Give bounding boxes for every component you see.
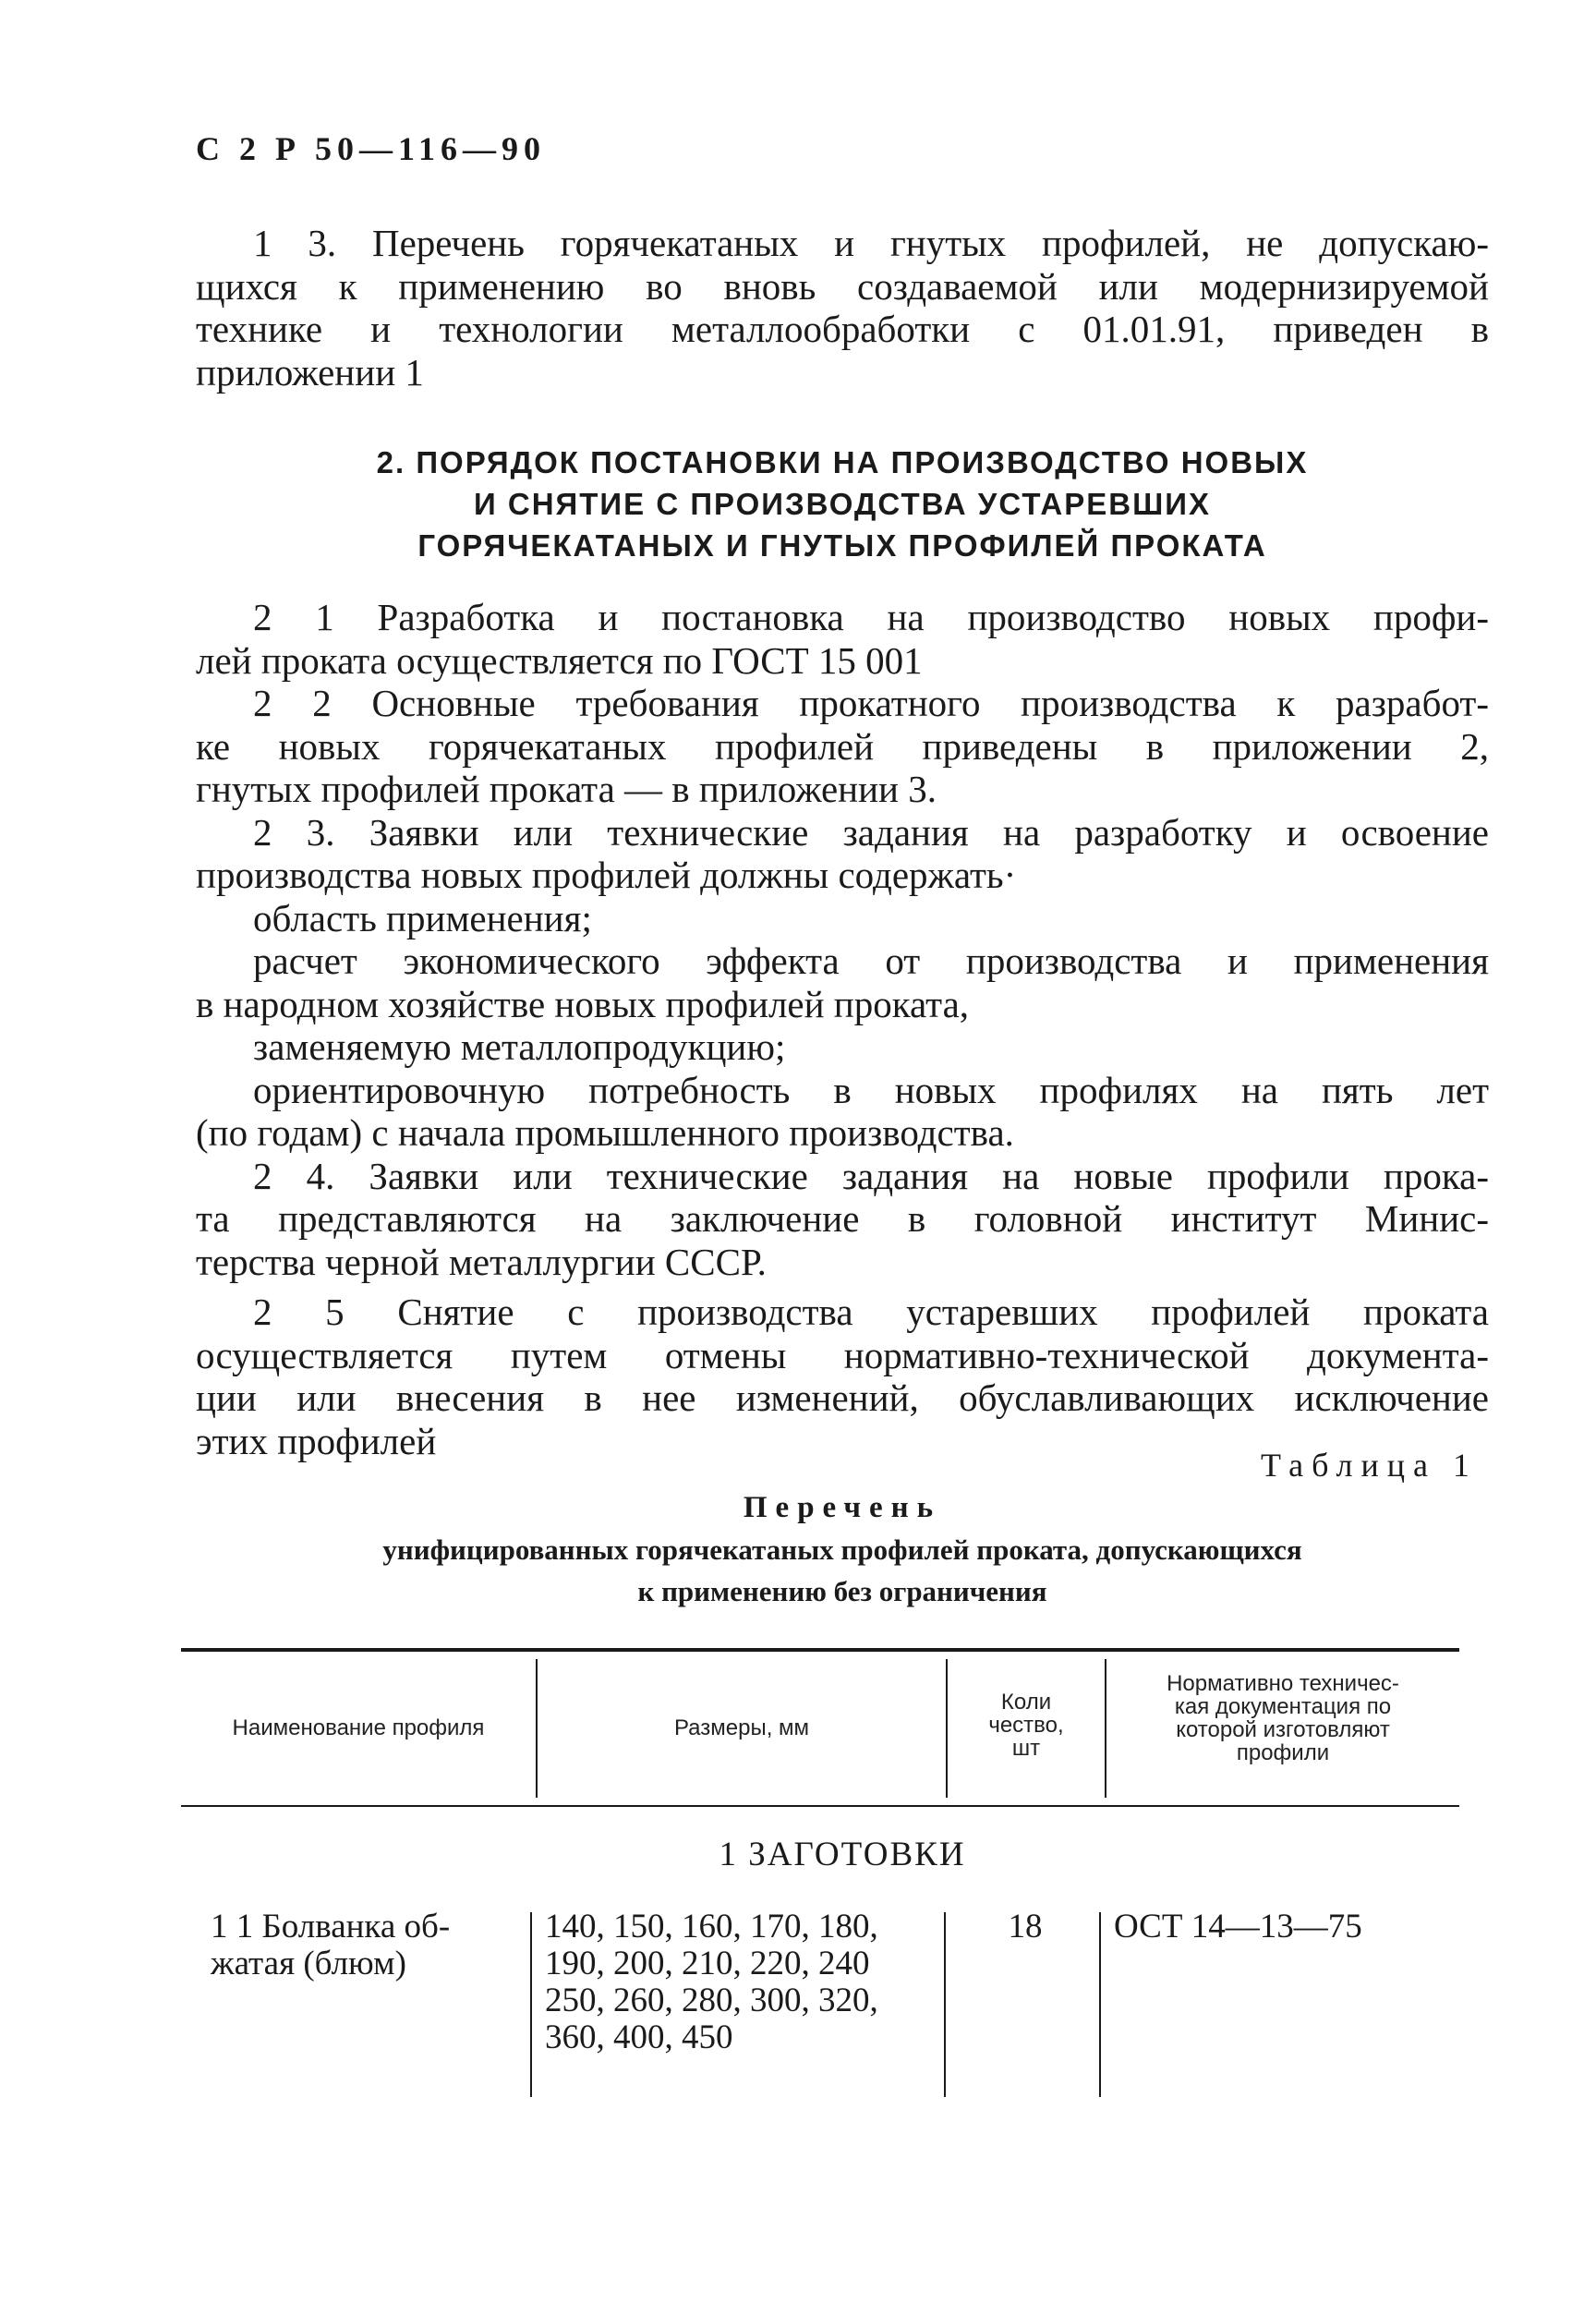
text-line: 2 3. Заявки или технические задания на разработку и освоение xyxy=(253,810,1489,854)
text-line: 2 5 Снятие с производства устаревших профилей проката xyxy=(253,1291,1489,1333)
document-code: С 2 Р 50—116—90 xyxy=(196,130,547,167)
table-title-line: унифицированных горячекатаных профилей проката, допускающихся xyxy=(382,1533,1302,1566)
text-line: 1 3. Перечень горячекатаных и гнутых профилей, не допускаю- xyxy=(253,222,1489,264)
text-line: та представляются на заключение в головной институт Минис- xyxy=(196,1197,1489,1240)
section-2-title xyxy=(196,442,1489,566)
header-documentation-line: Нормативно техничес- xyxy=(1167,1671,1399,1696)
table-row-documentation: ОСТ 14—13—75 xyxy=(1114,1908,1362,1945)
section-2-body xyxy=(196,596,1489,1462)
text-line: 2 1 Разработка и постановка на производство новых профи- xyxy=(253,596,1489,638)
text-line: щихся к применению во вновь создаваемой или модернизируемой xyxy=(196,264,1489,308)
text-line: этих профилей xyxy=(196,1419,437,1462)
text-line: в народном хозяйстве новых профилей проката, xyxy=(196,982,970,1025)
text-line: ции или внесения в нее изменений, обуславливающих исключение xyxy=(196,1376,1489,1419)
text-line: терства черной металлургии СССР. xyxy=(196,1240,767,1283)
header-name: Наименование профиля xyxy=(232,1715,485,1740)
text-line: приложении 1 xyxy=(196,350,424,394)
header-documentation-line: которой изготовляют xyxy=(1176,1717,1390,1742)
table-row-sizes xyxy=(545,1909,878,2056)
text-line: (по годам) с начала промышленного производства. xyxy=(196,1111,1014,1154)
table-label: Таблица 1 xyxy=(1261,1447,1478,1484)
header-sizes: Размеры, мм xyxy=(673,1715,810,1740)
section-title-line: И СНЯТИЕ С ПРОИЗВОДСТВА УСТАРЕВШИХ xyxy=(474,487,1211,521)
header-documentation-line: кая документация по xyxy=(1174,1694,1392,1719)
text-line: область применения; xyxy=(253,896,592,939)
table-title-main: Перечень xyxy=(743,1491,942,1524)
header-documentation-line: профили xyxy=(1236,1740,1330,1765)
header-quantity-line: Коли xyxy=(1000,1690,1052,1715)
text-line: производства новых профилей должны содержать· xyxy=(196,854,1017,896)
cell-line: 140, 150, 160, 170, 180, xyxy=(545,1908,878,1945)
table-title-line: к применению без ограничения xyxy=(637,1575,1047,1607)
table-column-divider xyxy=(530,1912,532,2097)
table-top-rule xyxy=(181,1648,1459,1652)
header-quantity-line: чество, xyxy=(988,1713,1064,1738)
section-title-line: 2. ПОРЯДОК ПОСТАНОВКИ НА ПРОИЗВОДСТВО НОВЫХ xyxy=(376,445,1309,479)
cell-line: 250, 260, 280, 300, 320, xyxy=(545,1982,878,2019)
text-line: лей проката осуществляется по ГОСТ 15 001 xyxy=(196,638,923,682)
text-line: ке новых горячекатаных профилей приведены в приложении 2, xyxy=(196,724,1489,768)
paragraph-1-3 xyxy=(196,222,1489,394)
table-row-name xyxy=(211,1909,450,1982)
cell-line: 360, 400, 450 xyxy=(545,2018,733,2056)
table-column-divider xyxy=(1099,1912,1101,2097)
text-line: заменяемую металлопродукцию; xyxy=(253,1025,786,1068)
text-line: 2 2 Основные требования прокатного производства к разработ- xyxy=(253,682,1489,724)
text-line: 2 4. Заявки или технические задания на новые профили прока- xyxy=(253,1154,1489,1197)
cell-line: 190, 200, 210, 220, 240 xyxy=(545,1945,870,1982)
text-line: осуществляется путем отмены нормативно-технической документа- xyxy=(196,1333,1489,1376)
section-title-line: ГОРЯЧЕКАТАНЫХ И ГНУТЫХ ПРОФИЛЕЙ ПРОКАТА xyxy=(417,528,1267,563)
text-line: ориентировочную потребность в новых профилях на пять лет xyxy=(253,1068,1489,1111)
text-line: гнутых профилей проката — в приложении 3. xyxy=(196,768,937,810)
header-quantity xyxy=(948,1691,1105,1760)
text-line: технике и технологии металлообработки с 01.01.91, приведен в xyxy=(196,308,1489,350)
header-documentation xyxy=(1106,1672,1459,1764)
cell-line: жатая (блюм) xyxy=(211,1945,406,1982)
cell-line: 1 1 Болванка об- xyxy=(211,1908,451,1945)
text-line: расчет экономического эффекта от производства и применения xyxy=(253,939,1489,982)
table-header-rule xyxy=(181,1805,1459,1807)
table-title xyxy=(196,1487,1489,1612)
header-quantity-line: шт xyxy=(1011,1736,1041,1761)
table-group-title: 1 ЗАГОТОВКИ xyxy=(719,1836,966,1873)
table-row-quantity: 18 xyxy=(1008,1908,1043,1945)
